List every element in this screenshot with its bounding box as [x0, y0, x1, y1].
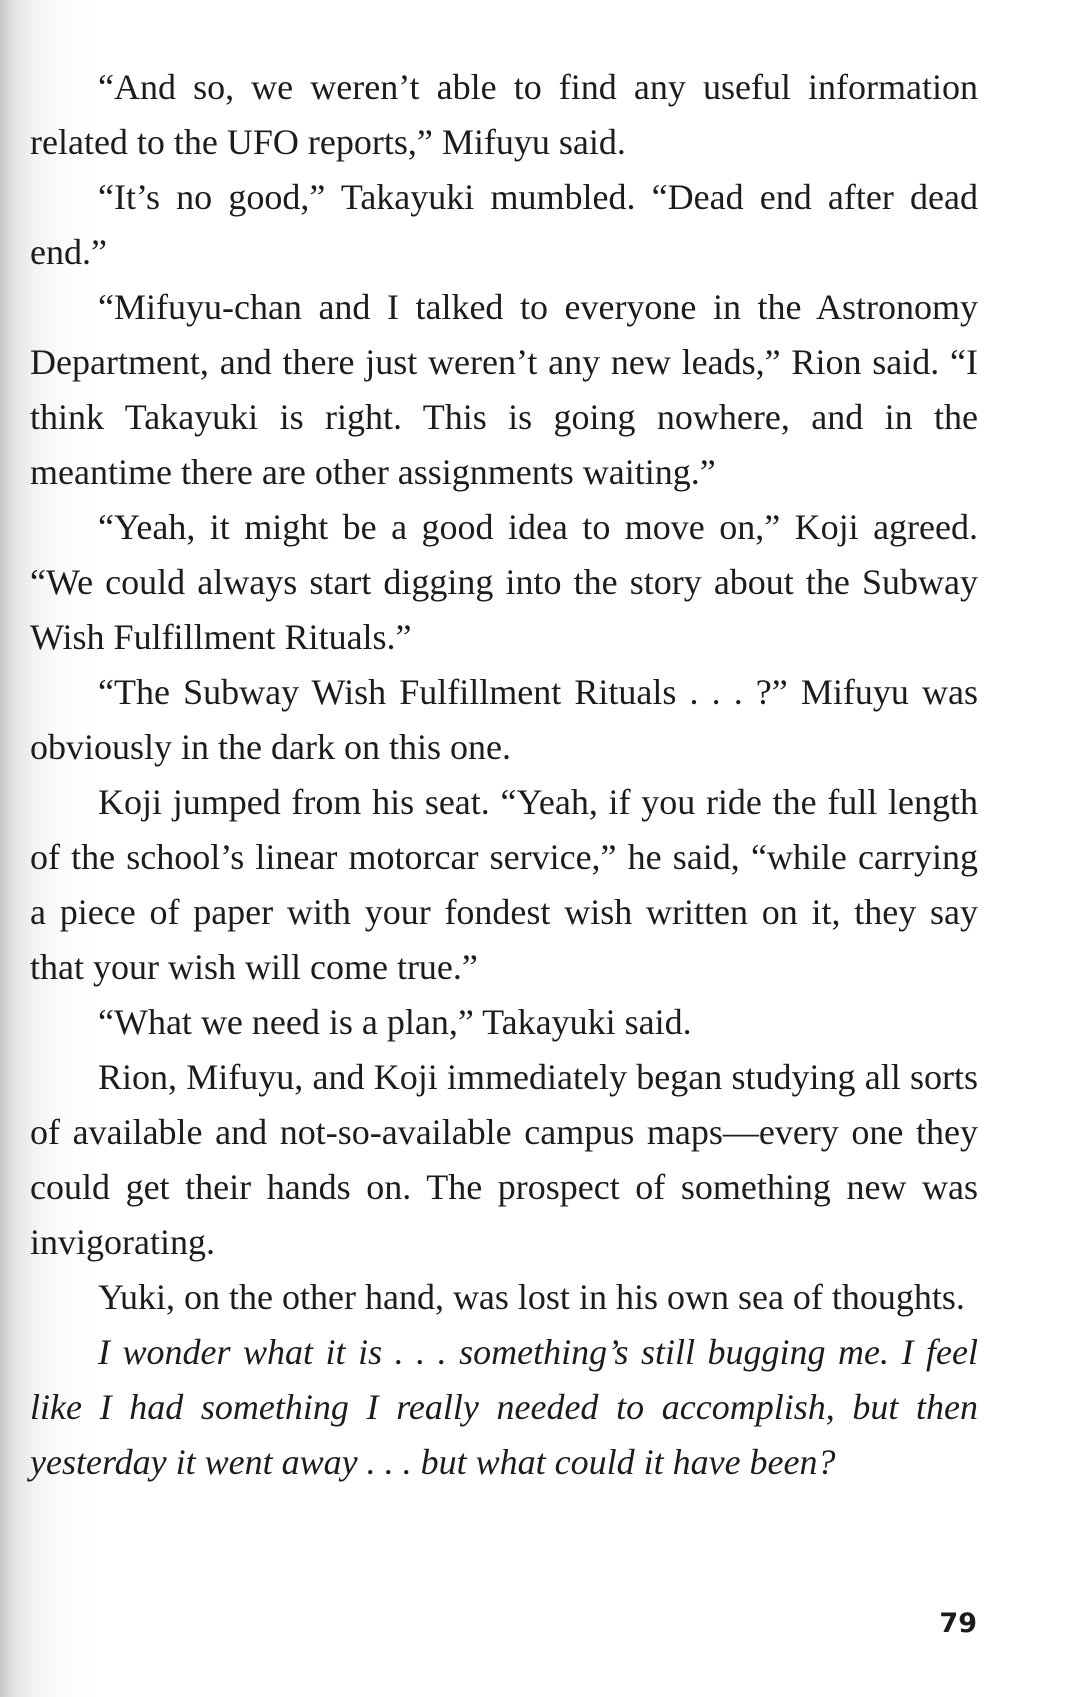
paragraph-3: “Mifuyu-chan and I talked to everyone in the Astronomy Department, and there just weren’t any new leads,” Rion said. “I think Takayuki is right. This is going nowhere, and in the meantime there are other assignments waiting.”: [30, 287, 978, 492]
paragraph-5: “The Subway Wish Fulfillment Rituals . . . ?” Mifuyu was obviously in the dark on this one.: [30, 672, 978, 767]
body-text: [30, 60, 978, 1490]
paragraph-6: Koji jumped from his seat. “Yeah, if you ride the full length of the school’s linear motorcar service,” he said, “while carrying a piece of paper with your fondest wish written on it, they say that your wish will come true.”: [30, 782, 978, 987]
paragraph-2: “It’s no good,” Takayuki mumbled. “Dead end after dead end.”: [30, 177, 978, 272]
paragraph-8: Rion, Mifuyu, and Koji immediately began studying all sorts of available and not-so-available campus maps—every one they could get their hands on. The prospect of something new was invigorating.: [30, 1057, 978, 1262]
paragraph-1: “And so, we weren’t able to find any useful information related to the UFO reports,” Mifuyu said.: [30, 67, 978, 162]
paragraph-10-inner-thought: I wonder what it is . . . something’s still bugging me. I feel like I had something I really needed to accomplish, but then yesterday it went away . . . but what could it have been?: [30, 1332, 978, 1482]
paragraph-9: Yuki, on the other hand, was lost in his own sea of thoughts.: [98, 1277, 965, 1317]
paragraph-7: “What we need is a plan,” Takayuki said.: [98, 1002, 692, 1042]
page-number: 79: [939, 1608, 977, 1639]
paragraph-4: “Yeah, it might be a good idea to move on,” Koji agreed. “We could always start digging into the story about the Subway Wish Fulfillment Rituals.”: [30, 507, 978, 657]
